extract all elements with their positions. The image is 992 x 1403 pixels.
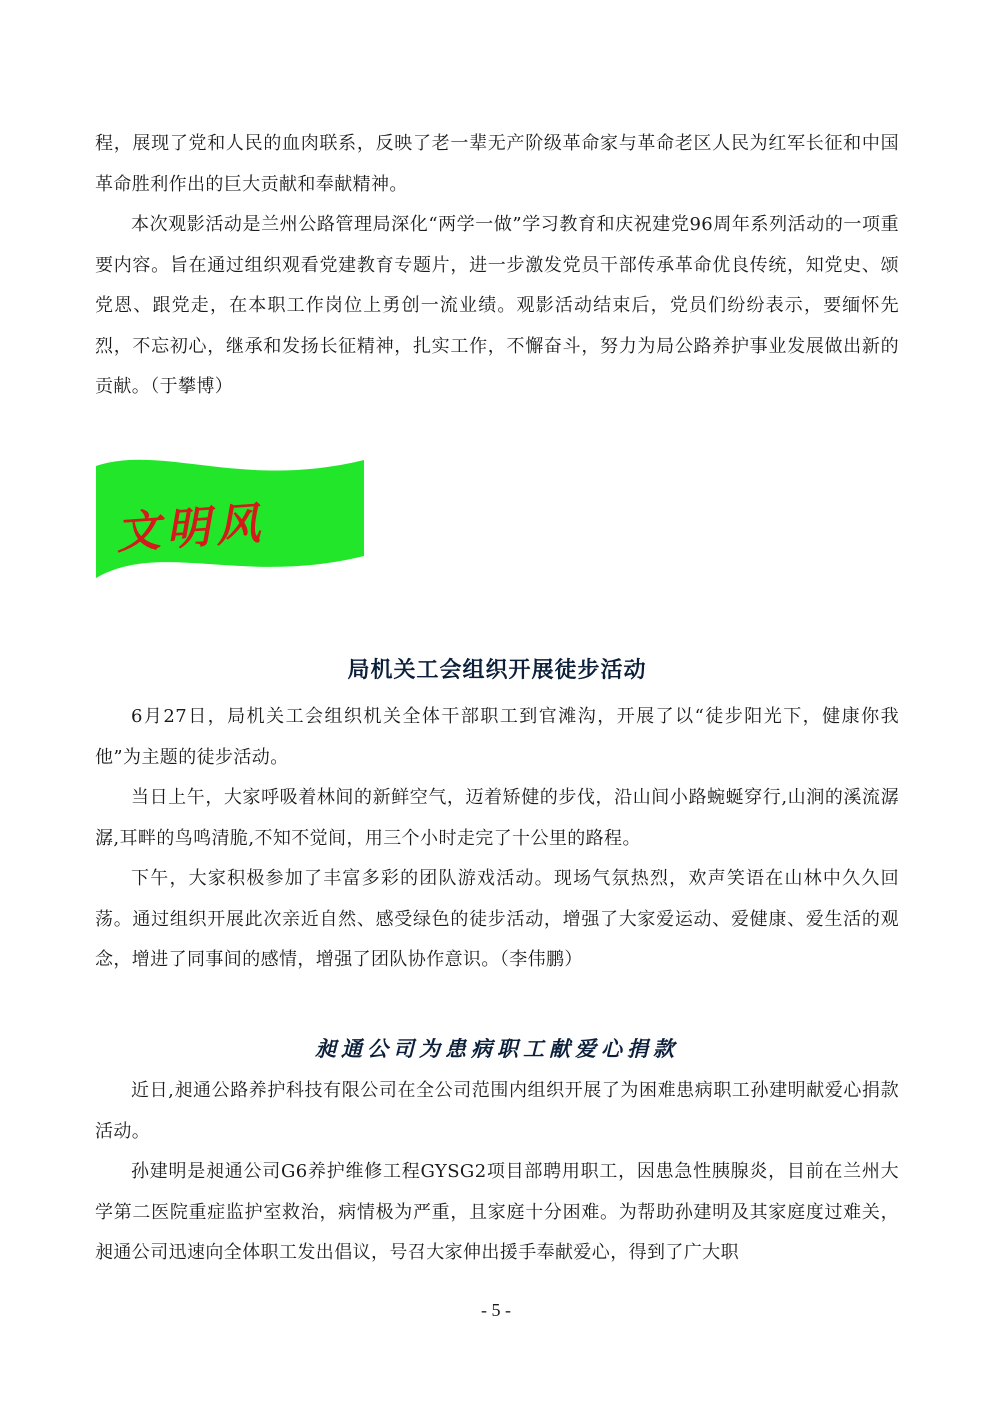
article2-paragraph: 孙建明是昶通公司G6养护维修工程GYSG2项目部聘用职工，因患急性胰腺炎，目前在兰州大学第二医院重症监护室救治，病情极为严重，且家庭十分困难。为帮助孙建明及其家庭度过难关，昶通公司迅速向全体职工发出倡议，号召大家伸出援手奉献爱心，得到了广大职 (95, 1161, 899, 1263)
flag-graphic (92, 452, 368, 582)
intro-paragraph: 本次观影活动是兰州公路管理局深化“两学一做”学习教育和庆祝建党96周年系列活动的一项重要内容。旨在通过组织观看党建教育专题片，进一步激发党员干部传承革命优良传统，知党史、颂党恩、跟党走，在本职工作岗位上勇创一流业绩。观影活动结束后，党员们纷纷表示，要缅怀先烈，不忘初心，继承和发扬长征精神，扎实工作，不懈奋斗，努力为局公路养护事业发展做出新的贡献。（于攀博） (95, 214, 899, 397)
intro-paragraph-continuation: 程，展现了党和人民的血肉联系，反映了老一辈无产阶级革命家与革命老区人民为红军长征和中国革命胜利作出的巨大贡献和奉献精神。 (95, 133, 899, 195)
section-banner-flag (92, 452, 368, 582)
article1-paragraph: 当日上午，大家呼吸着林间的新鲜空气，迈着矫健的步伐，沿山间小路蜿蜒穿行,山涧的溪流潺潺,耳畔的鸟鸣清脆,不知不觉间，用三个小时走完了十公里的路程。 (95, 787, 899, 849)
article2-paragraph: 近日,昶通公路养护科技有限公司在全公司范围内组织开展了为困难患病职工孙建明献爱心捐款活动。 (95, 1080, 899, 1142)
article1-body (95, 697, 899, 981)
article1-title: 局机关工会组织开展徒步活动 (347, 658, 647, 683)
article2-title: 昶通公司为患病职工献爱心捐款 (315, 1036, 679, 1061)
article2-body (95, 1071, 899, 1274)
banner-text: 文明风 (114, 497, 268, 560)
intro-section (95, 124, 899, 408)
article1-paragraph: 6月27日，局机关工会组织机关全体干部职工到官滩沟，开展了以“徒步阳光下，健康你我他”为主题的徒步活动。 (95, 706, 899, 768)
article1-paragraph: 下午，大家积极参加了丰富多彩的团队游戏活动。现场气氛热烈，欢声笑语在山林中久久回荡。通过组织开展此次亲近自然、感受绿色的徒步活动，增强了大家爱运动、爱健康、爱生活的观念，增进了同事间的感情，增强了团队协作意识。（李伟鹏） (95, 868, 899, 970)
page-number: - 5 - (481, 1300, 511, 1320)
